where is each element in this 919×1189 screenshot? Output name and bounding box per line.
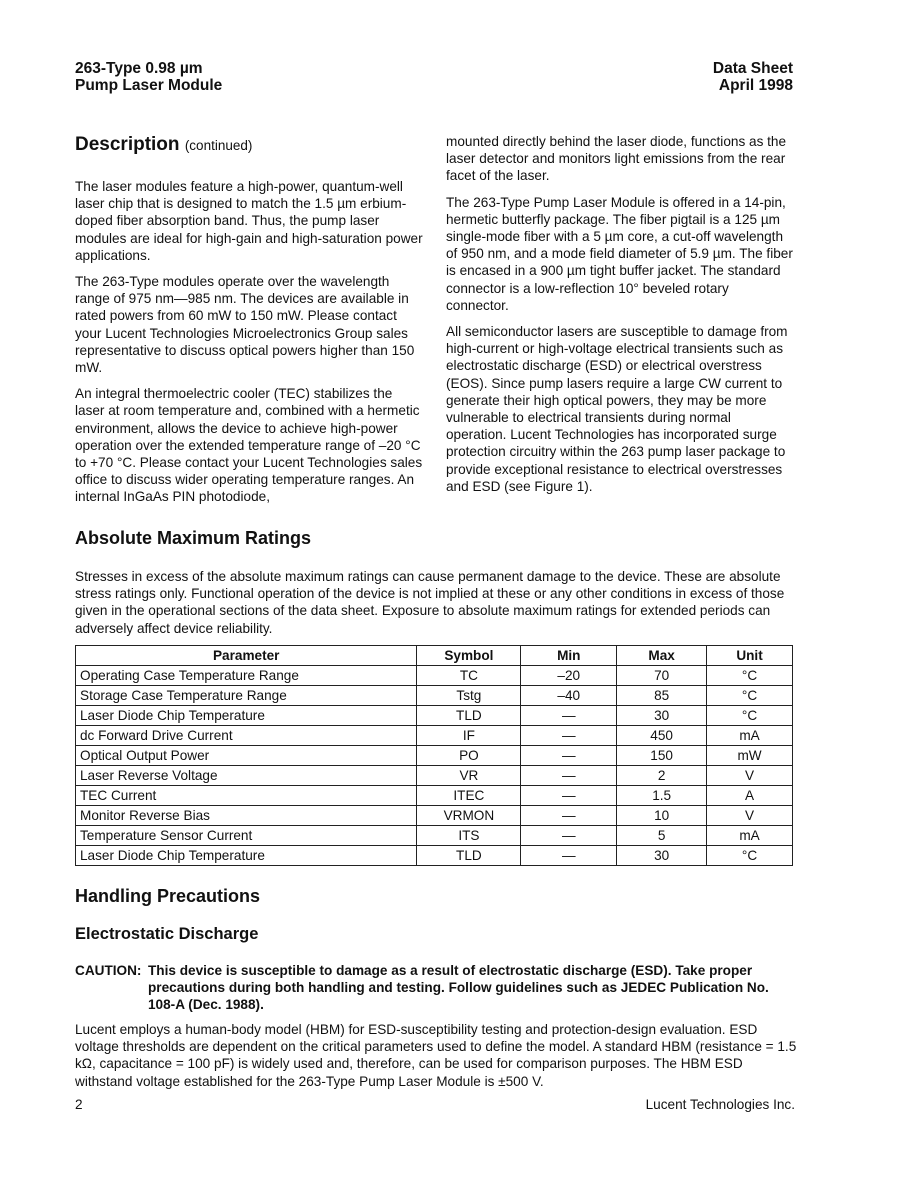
- cell-parameter: dc Forward Drive Current: [76, 726, 417, 746]
- caution-label: CAUTION:: [75, 963, 142, 978]
- description-heading-text: Description: [75, 134, 180, 155]
- cell-max: 5: [617, 826, 707, 846]
- page-number: 2: [75, 1097, 83, 1112]
- cell-min: —: [521, 746, 617, 766]
- description-paragraph: The 263-Type Pump Laser Module is offered in a 14-pin, hermetic butterfly package. The fiber pigtail is a 125 µm single-mode fiber with a 5 µm core, a cut-off wavelength of 950 nm, and a mode field diameter of 5.9 µm. The fiber is encased in a 900 µm tight buffer jacket. The standard connector is a low-reflection 10° beveled rotary connector.: [446, 194, 793, 313]
- caution-text: This device is susceptible to damage as a result of electrostatic discharge (ESD). Take proper precautions during both handling and testing. Follow guidelines such as JEDEC Publication No. 108-A (Dec. 1988).: [148, 963, 769, 1013]
- doc-date: April 1998: [718, 77, 793, 94]
- cell-min: —: [521, 846, 617, 866]
- cell-min: —: [521, 786, 617, 806]
- column-header: Max: [617, 646, 707, 666]
- description-paragraph: All semiconductor lasers are susceptible to damage from high-current or high-voltage electrical transients such as electrostatic discharge (ESD) or electrical overstress (EOS). Since pump lasers require a large CW current to generate their high optical powers, they may be more vulnerable to electrical transients during normal operation. Lucent Technologies has incorporated surge protection circuitry within the 263 pump laser package to provide exceptional resistance to electrical overstresses and ESD (see Figure 1).: [446, 324, 788, 494]
- cell-symbol: PO: [417, 746, 521, 766]
- cell-parameter: Operating Case Temperature Range: [76, 666, 417, 686]
- description-paragraph: mounted directly behind the laser diode, functions as the laser detector and monitors light emissions from the rear facet of the laser.: [446, 134, 787, 184]
- table-row: [76, 806, 793, 826]
- table-row: [76, 786, 793, 806]
- cell-symbol: TLD: [417, 846, 521, 866]
- cell-unit: °C: [707, 846, 793, 866]
- cell-min: —: [521, 766, 617, 786]
- cell-min: —: [521, 726, 617, 746]
- cell-min: —: [521, 706, 617, 726]
- cell-max: 2: [617, 766, 707, 786]
- cell-parameter: Monitor Reverse Bias: [76, 806, 417, 826]
- cell-max: 1.5: [617, 786, 707, 806]
- description-heading: [75, 133, 423, 158]
- table-row: [76, 766, 793, 786]
- cell-symbol: TC: [417, 666, 521, 686]
- cell-unit: mA: [707, 726, 793, 746]
- column-header: Unit: [707, 646, 793, 666]
- cell-parameter: TEC Current: [76, 786, 417, 806]
- description-paragraph: The laser modules feature a high-power, quantum-well laser chip that is designed to match the 1.5 µm erbium-doped fiber absorption band. Thus, the pump laser modules are ideal for high-gain and high-saturation power applications.: [75, 179, 423, 263]
- cell-max: 150: [617, 746, 707, 766]
- column-header: Min: [521, 646, 617, 666]
- cell-symbol: ITEC: [417, 786, 521, 806]
- cell-max: 30: [617, 846, 707, 866]
- table-row: [76, 826, 793, 846]
- table-row: [76, 726, 793, 746]
- cell-symbol: IF: [417, 726, 521, 746]
- cell-max: 30: [617, 706, 707, 726]
- cell-unit: V: [707, 766, 793, 786]
- cell-parameter: Optical Output Power: [76, 746, 417, 766]
- table-row: [76, 846, 793, 866]
- table-row: [76, 746, 793, 766]
- column-header: Parameter: [76, 646, 417, 666]
- cell-max: 85: [617, 686, 707, 706]
- caution-notice: [75, 962, 797, 1014]
- cell-parameter: Laser Diode Chip Temperature: [76, 846, 417, 866]
- cell-parameter: Storage Case Temperature Range: [76, 686, 417, 706]
- cell-unit: °C: [707, 686, 793, 706]
- ratings-intro: Stresses in excess of the absolute maximum ratings can cause permanent damage to the device. These are absolute stress ratings only. Functional operation of the device is not implied at these or any other conditions in excess of those given in the operational sections of the data sheet. Exposure to absolute maximum ratings for extended periods can adversely affect device reliability.: [75, 569, 785, 636]
- ratings-table: [75, 645, 793, 866]
- document-title: [75, 60, 222, 94]
- cell-max: 70: [617, 666, 707, 686]
- esd-body: Lucent employs a human-body model (HBM) for ESD-susceptibility testing and protection-design evaluation. ESD voltage thresholds are dependent on the critical parameters used to define the model. A standard HBM (resistance = 1.5 kΩ, capacitance = 100 pF) is widely used and, therefore, can be used for comparison purposes. The HBM ESD withstand voltage established for the 263-Type Pump Laser Module is ±500 V.: [75, 1022, 797, 1089]
- cell-parameter: Laser Diode Chip Temperature: [76, 706, 417, 726]
- footer-company: Lucent Technologies Inc.: [645, 1097, 795, 1112]
- description-paragraph: An integral thermoelectric cooler (TEC) stabilizes the laser at room temperature and, combined with a hermetic environment, allows the device to achieve high-power operation over the extended temperature range of –20 °C to +70 °C. Please contact your Lucent Technologies sales office to discuss wider operating temperature ranges. An internal InGaAs PIN photodiode,: [75, 386, 423, 505]
- handling-heading: Handling Precautions: [75, 886, 261, 906]
- table-header-row: [76, 646, 793, 666]
- cell-unit: A: [707, 786, 793, 806]
- description-heading-note: (continued): [184, 138, 253, 153]
- document-type: [713, 60, 793, 94]
- cell-max: 450: [617, 726, 707, 746]
- table-row: [76, 686, 793, 706]
- cell-min: –20: [521, 666, 617, 686]
- description-right-column: [446, 133, 794, 504]
- table-row: [76, 706, 793, 726]
- cell-symbol: TLD: [417, 706, 521, 726]
- description-left-column: [75, 133, 423, 515]
- cell-parameter: Laser Reverse Voltage: [76, 766, 417, 786]
- table-row: [76, 666, 793, 686]
- cell-unit: mW: [707, 746, 793, 766]
- doc-type-label: Data Sheet: [712, 60, 793, 77]
- cell-min: –40: [521, 686, 617, 706]
- cell-unit: mA: [707, 826, 793, 846]
- cell-unit: °C: [707, 706, 793, 726]
- cell-symbol: VRMON: [417, 806, 521, 826]
- title-line-1: 263-Type 0.98 µm: [75, 60, 203, 77]
- ratings-heading: Absolute Maximum Ratings: [75, 528, 312, 548]
- cell-symbol: Tstg: [417, 686, 521, 706]
- cell-min: —: [521, 826, 617, 846]
- cell-unit: °C: [707, 666, 793, 686]
- column-header: Symbol: [417, 646, 521, 666]
- esd-subheading: Electrostatic Discharge: [75, 925, 259, 943]
- cell-parameter: Temperature Sensor Current: [76, 826, 417, 846]
- cell-symbol: ITS: [417, 826, 521, 846]
- cell-unit: V: [707, 806, 793, 826]
- cell-symbol: VR: [417, 766, 521, 786]
- description-paragraph: The 263-Type modules operate over the wavelength range of 975 nm—985 nm. The devices are available in rated powers from 60 mW to 150 mW. Please contact your Lucent Technologies Microelectronics Group sales representative to discuss optical powers higher than 150 mW.: [75, 274, 415, 376]
- cell-max: 10: [617, 806, 707, 826]
- title-line-2: Pump Laser Module: [75, 77, 223, 94]
- cell-min: —: [521, 806, 617, 826]
